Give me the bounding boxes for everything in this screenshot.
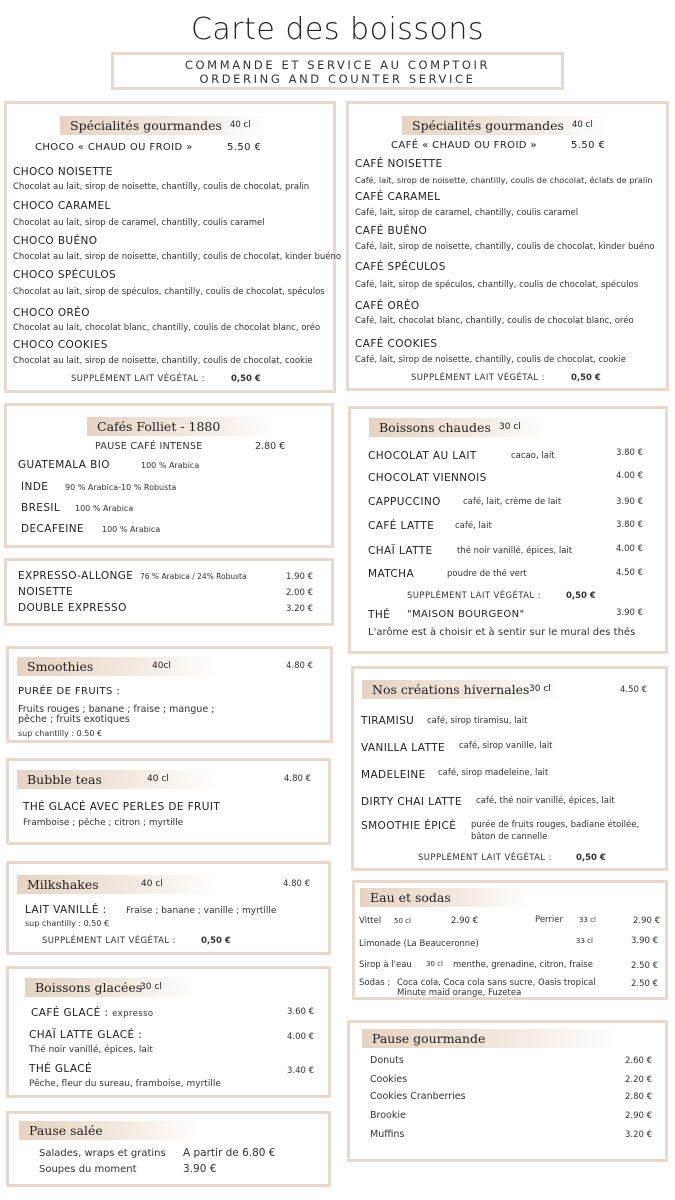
item-price: 3.90 € (616, 608, 644, 618)
item-desc: 100 % Arabica (141, 461, 200, 470)
sodas-price: 2.50 € (631, 979, 659, 989)
item-name: Cookies (370, 1074, 408, 1085)
supplement-label: SUPPLÉMENT LAIT VÉGÉTAL : (71, 374, 205, 384)
supplement-price: 0,50 € (231, 374, 261, 384)
item-name: CHOCO SPÉCULOS (13, 269, 117, 281)
item-name: PURÉE DE FRUITS : (18, 686, 121, 697)
item-desc: Fruits rouges ; banane ; fraise ; mangue ; (18, 704, 215, 715)
section-title: Spécialités gourmandes 40 cl (60, 116, 270, 135)
section-subtitle: CAFÉ « CHAUD OU FROID » (391, 140, 537, 151)
section-title: Pause gourmande (362, 1029, 620, 1048)
sirop-desc: menthe, grenadine, citron, fraise (453, 960, 593, 970)
section-title: Boissons glacées 30 cl (25, 978, 197, 997)
item-name: CHOCOLAT AU LAIT (368, 450, 477, 462)
item-name: CAFÉ NOISETTE (355, 158, 443, 170)
vittel-label: Vittel (359, 916, 382, 926)
supplement-price: 0,50 € (576, 853, 606, 863)
item-price: 1.90 € (286, 572, 314, 582)
item-price: 3.20 € (625, 1130, 653, 1140)
page-title: Carte des boissons (190, 12, 485, 47)
item-price: A partir de 6.80 € (183, 1147, 276, 1159)
item-desc: Chocolat au lait, sirop de spéculos, chantilly, coulis de chocolat, spéculos (13, 287, 325, 297)
service-line-fr: COMMANDE ET SERVICE AU COMPTOIR (184, 58, 491, 72)
sirop-label: Sirop à l'eau (359, 960, 412, 970)
item-price: 4.00 € (616, 544, 644, 554)
expresso-section (4, 558, 334, 626)
item-price: 3.80 € (616, 448, 644, 458)
section-price: 4.80 € (283, 879, 311, 889)
item-name: CAFÉ SPÉCULOS (355, 261, 446, 273)
item-price: 2.80 € (625, 1092, 653, 1102)
milkshakes-section (6, 861, 331, 955)
item-name: THÉ GLACÉ AVEC PERLES DE FRUIT (23, 801, 221, 813)
section-title: Boissons chaudes 30 cl (369, 418, 549, 437)
item-desc: café, lait (455, 521, 492, 531)
item-name: THÉ (368, 609, 391, 621)
item-price: 3.40 € (287, 1066, 315, 1076)
salee-section (6, 1111, 331, 1187)
item-name: INDE (21, 481, 49, 493)
item-name: MADELEINE (361, 769, 426, 781)
item-name: Salades, wraps et gratins (39, 1148, 166, 1159)
item-desc: Café, lait, sirop de noisette, chantilly, coulis de chocolat, cookie (355, 355, 627, 365)
item-name: Muffins (370, 1129, 405, 1140)
perrier-label: Perrier (535, 915, 563, 925)
supplement-price: 0,50 € (566, 591, 596, 601)
section-subtitle: PAUSE CAFÉ INTENSE (95, 441, 203, 452)
item-desc: café, lait, crème de lait (463, 497, 562, 507)
tea-note: L'arôme est à choisir et à sentir sur le mural des thés (368, 627, 636, 638)
section-price: 4.50 € (620, 685, 648, 695)
item-price: 2.20 € (625, 1075, 653, 1085)
supplement-chantilly: sup chantilly : 0.50 € (18, 729, 103, 738)
section-subtitle: CHOCO « CHAUD OU FROID » (35, 142, 193, 153)
item-name: VANILLA LATTE (361, 742, 446, 754)
item-name: CHOCO BUÉNO (13, 235, 98, 247)
item-desc: Café, lait, sirop de noisette, chantilly, coulis de chocolat, kinder buéno (355, 242, 655, 252)
item-desc: café, thé noir vanillé, épices, lait (476, 796, 615, 806)
item-price: 2.60 € (625, 1056, 653, 1066)
item-name: CHOCOLAT VIENNOIS (368, 472, 487, 484)
limonade-price: 3.90 € (631, 936, 659, 946)
item-price: 3.90 € (183, 1163, 217, 1175)
item-desc: "MAISON BOURGEON" (407, 609, 525, 620)
item-name: DIRTY CHAI LATTE (361, 796, 462, 808)
item-desc: 100 % Arabica (102, 525, 161, 534)
supplement-label: SUPPLÉMENT LAIT VÉGÉTAL : (418, 853, 552, 863)
item-price: 4.00 € (287, 1032, 315, 1042)
smoothies-section (6, 646, 333, 743)
glacees-section (6, 966, 331, 1098)
item-desc: 100 % Arabica (75, 504, 134, 513)
item-name: CHOCO NOISETTE (13, 166, 113, 178)
section-title: Pause salée (19, 1121, 199, 1140)
item-desc: cacao, lait (511, 451, 555, 461)
eau-section (352, 880, 668, 1000)
gourmande-section (347, 1020, 668, 1162)
item-name: DECAFEINE (21, 523, 85, 535)
section-title: Spécialités gourmandes 40 cl (402, 116, 612, 135)
sodas-desc-2: Minute maid orange, Fuzetea (397, 988, 522, 998)
item-name: CAFÉ COOKIES (355, 338, 438, 350)
item-price: 3.20 € (286, 604, 314, 614)
item-name: TIRAMISU (361, 715, 415, 727)
item-name: CHAÏ LATTE GLACÉ : (29, 1029, 143, 1041)
supplement-chantilly: sup chantilly : 0.50 € (25, 919, 110, 928)
item-name: CHAÏ LATTE (368, 545, 433, 557)
item-desc: Café, lait, chocolat blanc, chantilly, coulis de chocolat blanc, oréo (355, 316, 634, 326)
item-desc: Chocolat au lait, chocolat blanc, chantilly, coulis de chocolat blanc, oréo (13, 323, 321, 333)
perrier-size: 33 cl (579, 916, 596, 924)
supplement-label: SUPPLÉMENT LAIT VÉGÉTAL : (42, 936, 176, 946)
item-name: CAFÉ CARAMEL (355, 191, 441, 203)
sodas-desc: Coca cola, Coca cola sans sucre, Oasis tropical (397, 978, 596, 988)
item-name: CHOCO CARAMEL (13, 200, 111, 212)
folliet-section (4, 403, 334, 548)
item-name: MATCHA (368, 568, 415, 580)
item-price: 3.90 € (616, 497, 644, 507)
item-desc: Café, lait, sirop de spéculos, chantilly, coulis de chocolat, spéculos (355, 280, 639, 290)
service-line-en: ORDERING AND COUNTER SERVICE (199, 72, 476, 86)
item-name: CAFÉ ORÉO (355, 300, 420, 312)
item-name: Cookies Cranberries (370, 1091, 466, 1102)
section-price: 5.50 € (571, 140, 606, 151)
item-name: CAPPUCCINO (368, 496, 441, 508)
section-title: Smoothies 40cl (17, 657, 217, 676)
choco-section (4, 101, 342, 393)
item-price: 4.00 € (616, 471, 644, 481)
bubble-section (6, 758, 331, 845)
perrier-price: 2.90 € (633, 916, 661, 926)
item-desc: pêche ; fruits exotiques (18, 714, 130, 725)
item-name: LAIT VANILLÉ : (25, 904, 107, 916)
vittel-size: 50 cl (394, 917, 411, 925)
item-desc: Chocolat au lait, sirop de noisette, chantilly, coulis de chocolat, cookie (13, 356, 313, 366)
item-price: 2.90 € (625, 1111, 653, 1121)
item-desc: Café, lait, sirop de caramel, chantilly, coulis caramel (355, 208, 579, 218)
item-name: Soupes du moment (39, 1164, 137, 1175)
limonade-label: Limonade (La Beauceronne) (359, 939, 479, 949)
item-name: NOISETTE (18, 586, 73, 598)
limonade-size: 33 cl (576, 937, 593, 945)
item-name: CAFÉ GLACÉ : expresso (31, 1007, 154, 1019)
service-banner (111, 52, 564, 90)
section-title: Milkshakes 40 cl (17, 875, 217, 894)
item-name: CHOCO ORÉO (13, 307, 90, 319)
sirop-price: 2.50 € (631, 961, 659, 971)
item-name: Brookie (370, 1110, 406, 1121)
item-desc: café, sirop madeleine, lait (438, 768, 549, 778)
item-price: 3.80 € (616, 520, 644, 530)
item-name: CAFÉ LATTE (368, 520, 435, 532)
item-desc: café, sirop tiramisu, lait (427, 716, 528, 726)
hivernales-section (351, 666, 668, 871)
item-desc: Fraise ; banane ; vanille ; myrtille (126, 906, 277, 916)
section-price: 2.80 € (255, 441, 286, 452)
section-title: Cafés Folliet - 1880 (87, 417, 277, 436)
item-name: CAFÉ BUÉNO (355, 225, 428, 237)
item-desc: Pêche, fleur du sureau, framboise, myrtille (29, 1079, 221, 1089)
item-name: GUATEMALA BIO (18, 459, 110, 471)
item-name: EXPRESSO-ALLONGE (18, 570, 134, 582)
item-desc: café, sirop vanille, lait (459, 741, 553, 751)
supplement-label: SUPPLÉMENT LAIT VÉGÉTAL : (407, 591, 541, 601)
item-price: 2.00 € (286, 588, 314, 598)
item-desc: thé noir vanillé, épices, lait (457, 546, 573, 556)
item-price: 4.50 € (616, 568, 644, 578)
section-price: 5.50 € (227, 142, 262, 153)
section-title: Nos créations hivernales 30 cl (362, 680, 562, 699)
item-desc: poudre de thé vert (447, 569, 527, 579)
item-name: BRESIL (21, 502, 61, 514)
section-price: 4.80 € (284, 774, 312, 784)
item-name: DOUBLE EXPRESSO (18, 602, 127, 614)
item-name: SMOOTHIE ÉPICÉ (361, 820, 457, 832)
supplement-price: 0,50 € (201, 936, 231, 946)
item-desc: Chocolat au lait, sirop de noisette, chantilly, coulis de chocolat, pralin (13, 182, 310, 192)
item-desc: Chocolat au lait, sirop de caramel, chantilly, coulis caramel (13, 218, 265, 228)
section-title: Bubble teas 40 cl (17, 770, 217, 789)
section-price: 4.80 € (286, 661, 314, 671)
cafe-section (346, 101, 669, 391)
item-desc: Thé noir vanillé, épices, lait (29, 1045, 153, 1055)
item-desc: 90 % Arabica-10 % Robusta (65, 483, 177, 492)
item-name: Donuts (370, 1055, 404, 1066)
supplement-price: 0,50 € (571, 373, 601, 383)
item-desc-2: bâton de cannelle (471, 832, 548, 842)
section-title: Eau et sodas (360, 888, 530, 907)
supplement-label: SUPPLÉMENT LAIT VÉGÉTAL : (411, 373, 545, 383)
sirop-size: 30 cl (426, 960, 443, 968)
item-desc: 76 % Arabica / 24% Robusta (140, 572, 247, 581)
chaudes-section (348, 406, 668, 654)
item-desc: Chocolat au lait, sirop de noisette, chantilly, coulis de chocolat, kinder buéno (13, 252, 342, 262)
item-desc: purée de fruits rouges, badiane étoilée, (471, 820, 640, 830)
item-desc: Framboise ; pêche ; citron ; myrtille (23, 818, 184, 828)
item-name: CHOCO COOKIES (13, 339, 108, 351)
vittel-price: 2.90 € (451, 916, 479, 926)
item-desc: Café, lait, sirop de noisette, chantilly, coulis de chocolat, éclats de pralin (355, 175, 653, 185)
item-price: 3.60 € (287, 1007, 315, 1017)
sodas-label: Sodas : (359, 978, 391, 988)
item-name: THÉ GLACÉ (29, 1063, 93, 1075)
